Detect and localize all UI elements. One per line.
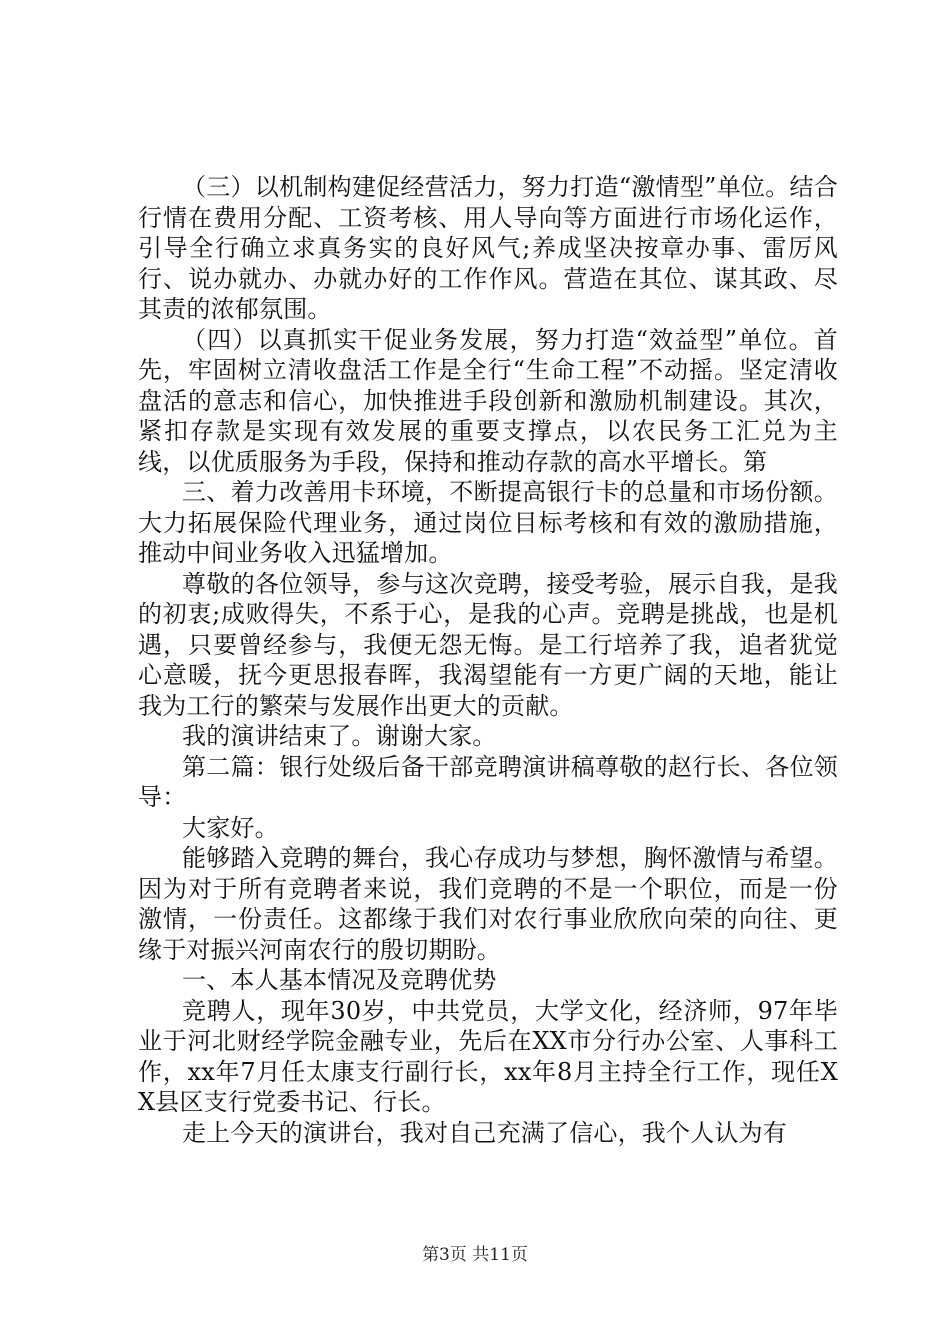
paragraph: 能够踏入竞聘的舞台，我心存成功与梦想，胸怀激情与希望。因为对于所有竞聘者来说，我们竞聘的不是一个职位，而是一份激情，一份责任。这都缘于我们对农行事业欣欣向荣的向往、更缘于对振兴河南农行的殷切期盼。 bbox=[138, 844, 838, 964]
document-body bbox=[138, 172, 838, 1148]
paragraph: （四）以真抓实干促业务发展，努力打造“效益型”单位。首先，牢固树立清收盘活工作是全行“生命工程”不动摇。坚定清收盘活的意志和信心，加快推进手段创新和激励机制建设。其次，紧扣存款是实现有效发展的重要支撑点，以农民务工汇兑为主线，以优质服务为手段，保持和推动存款的高水平增长。第 bbox=[138, 325, 838, 476]
section-title: 第二篇：银行处级后备干部竞聘演讲稿尊敬的赵行长、各位领导： bbox=[138, 752, 838, 811]
paragraph: 我的演讲结束了。谢谢大家。 bbox=[182, 722, 497, 750]
paragraph: 走上今天的演讲台，我对自己充满了信心，我个人认为有 bbox=[182, 1118, 787, 1147]
section-heading: 一、本人基本情况及竞聘优势 bbox=[182, 966, 497, 994]
paragraph: 尊敬的各位领导，参与这次竞聘，接受考验，展示自我，是我的初衷;成败得失，不系于心，是我的心声。竞聘是挑战，也是机遇，只要曾经参与，我便无怨无悔。是工行培养了我，追者犹觉心意暖，抚今更思报春晖，我渴望能有一方更广阔的天地，能让我为工行的繁荣与发展作出更大的贡献。 bbox=[138, 569, 838, 720]
paragraph: 三、着力改善用卡环境，不断提高银行卡的总量和市场份额。大力拓展保险代理业务，通过岗位目标考核和有效的激励措施，推动中间业务收入迅猛增加。 bbox=[138, 478, 838, 567]
paragraph: 竞聘人，现年30岁，中共党员，大学文化，经济师，97年毕业于河北财经学院金融专业，先后在XX市分行办公室、人事科工作，xx年7月任太康支行副行长，xx年8月主持全行工作，现任XX县区支行党委书记、行长。 bbox=[138, 996, 838, 1116]
greeting: 大家好。 bbox=[182, 813, 279, 842]
paragraph: （三）以机制构建促经营活力，努力打造“激情型”单位。结合行情在费用分配、工资考核、用人导向等方面进行市场化运作，引导全行确立求真务实的良好风气;养成坚决按章办事、雷厉风行、说办就办、办就办好的工作作风。营造在其位、谋其政、尽其责的浓郁氛围。 bbox=[138, 173, 838, 323]
page-footer: 第3页 共11页 bbox=[422, 1245, 528, 1265]
